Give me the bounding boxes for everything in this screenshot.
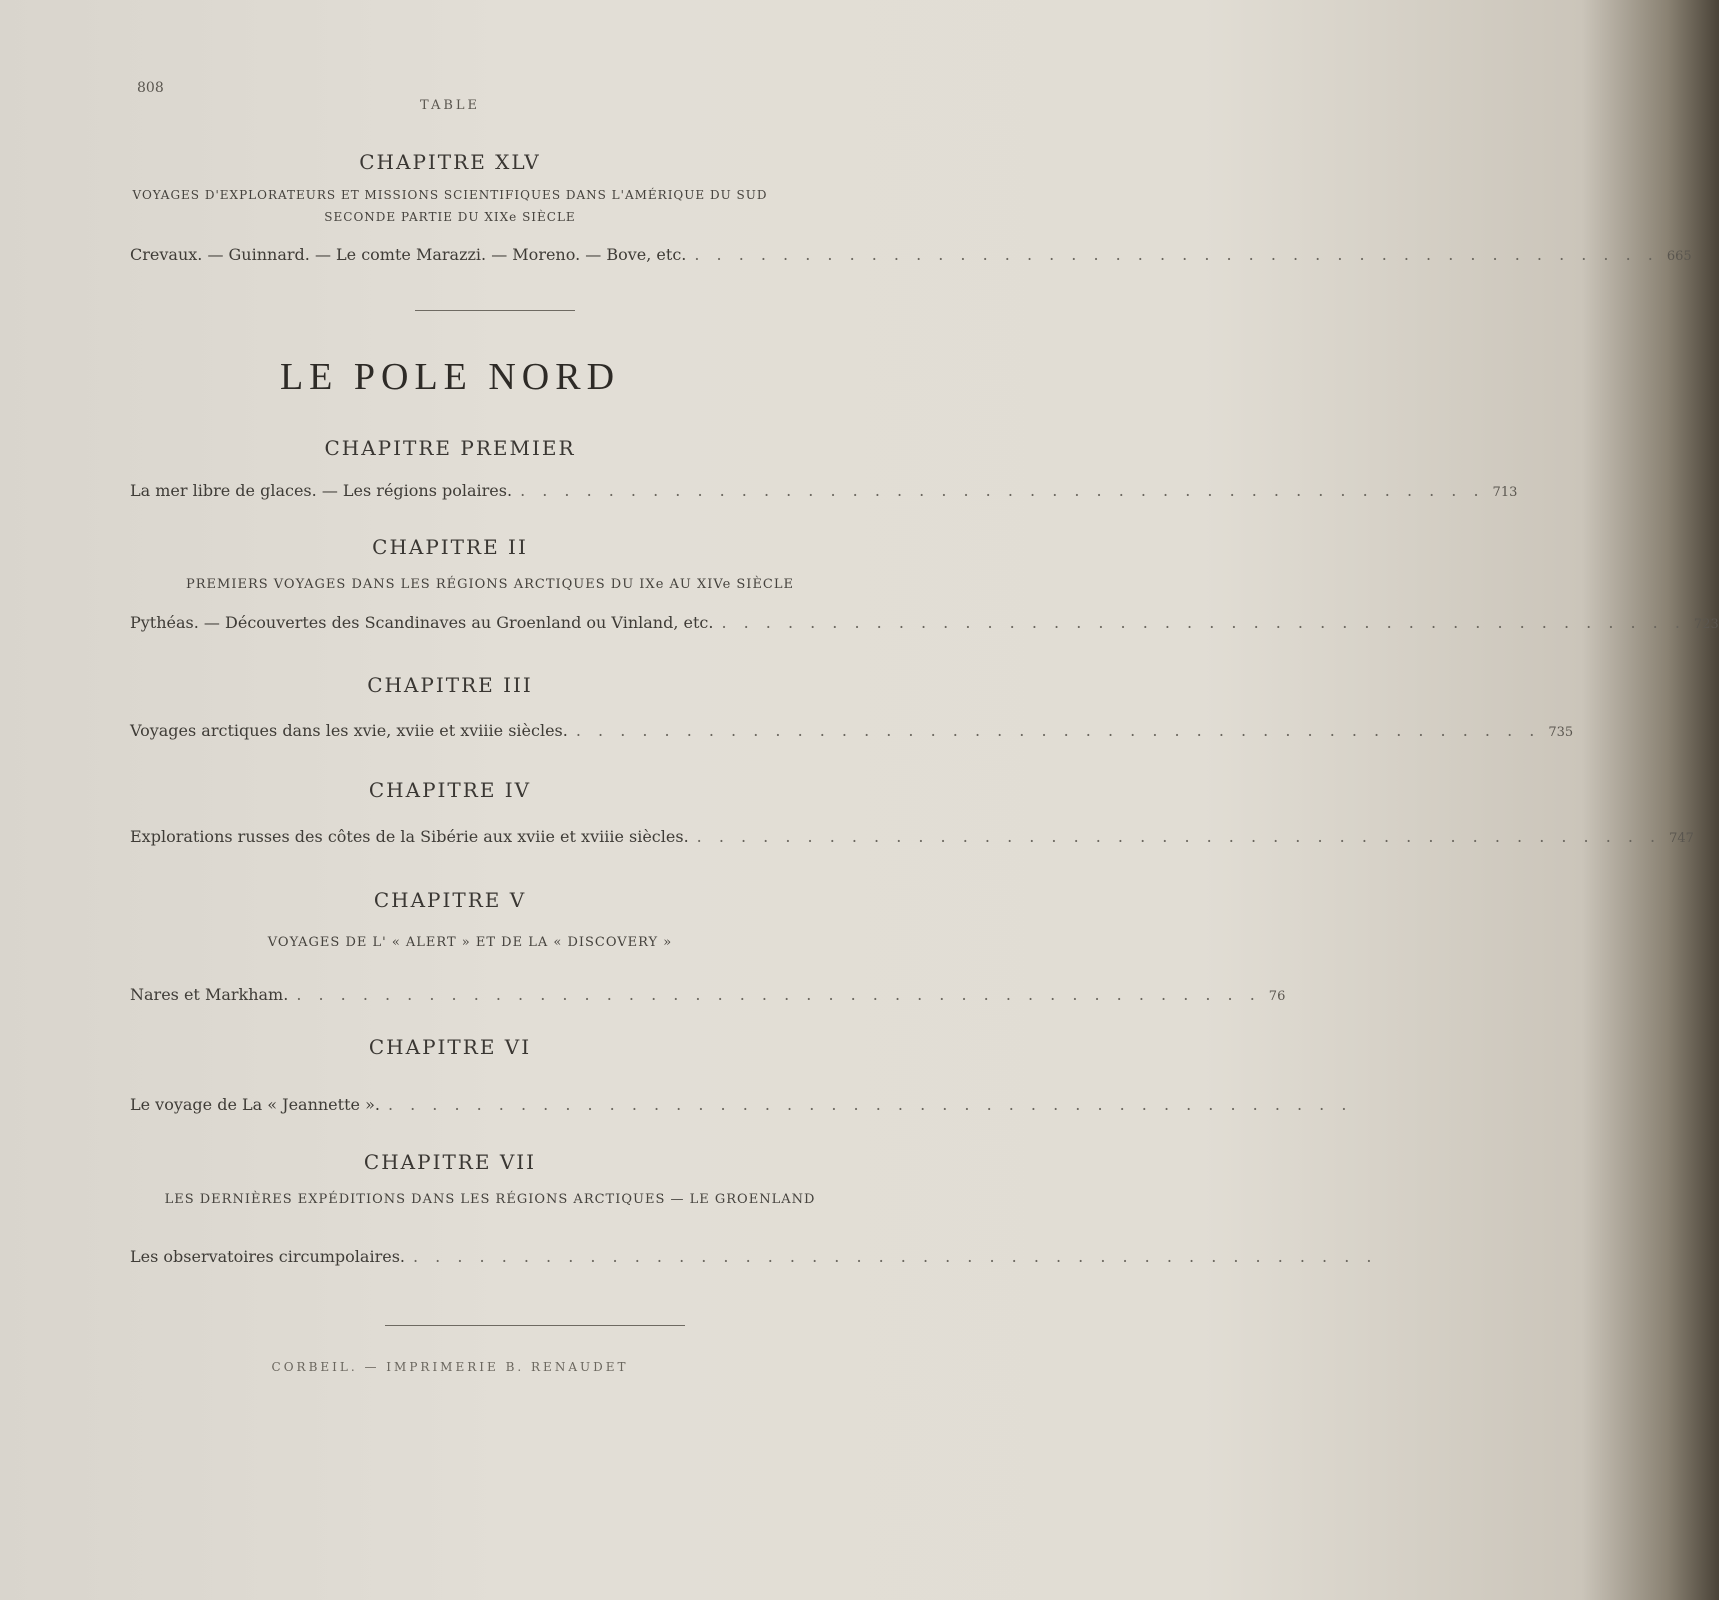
- entry-page: 713: [1492, 485, 1518, 500]
- chapter-3-heading: CHAPITRE III: [367, 673, 533, 697]
- dot-leader: . . . . . . . . . . . . . . . . . . . . . . . . . . . . . . . . . . . . . . . . . . . .: [413, 1247, 1378, 1266]
- entry-page: 76: [1268, 989, 1286, 1004]
- chapter-5-heading: CHAPITRE V: [373, 888, 527, 912]
- chapter-xlv-subtitle-line2: SECONDE PARTIE DU XIXe SIÈCLE: [324, 210, 576, 224]
- chapter-5-subtitle: VOYAGES DE L' « ALERT » ET DE LA « DISCOVERY »: [267, 935, 673, 950]
- entry-text: Crevaux. — Guinnard. — Le comte Marazzi. — Moreno. — Bove, etc.: [130, 245, 687, 264]
- entry-page: 747: [1669, 831, 1694, 846]
- chapter-6-entry: [130, 1095, 1353, 1114]
- chapter-xlv-subtitle-line1: VOYAGES D'EXPLORATEURS ET MISSIONS SCIENTIFIQUES DANS L'AMÉRIQUE DU SUD: [132, 188, 768, 202]
- chapter-1-heading: CHAPITRE PREMIER: [324, 436, 576, 460]
- chapter-7-heading: CHAPITRE VII: [363, 1150, 537, 1174]
- chapter-2-heading: CHAPITRE II: [372, 535, 528, 559]
- entry-text: Le voyage de La « Jeannette ».: [130, 1095, 380, 1114]
- chapter-4-heading: CHAPITRE IV: [368, 778, 532, 802]
- section-divider: [415, 310, 575, 311]
- entry-page: 735: [1548, 725, 1574, 740]
- footer-divider: [385, 1325, 685, 1326]
- entry-text: Explorations russes des côtes de la Sibérie aux xviie et xviiie siècles.: [130, 827, 689, 846]
- chapter-6-heading: CHAPITRE VI: [368, 1035, 532, 1059]
- dot-leader: . . . . . . . . . . . . . . . . . . . . . . . . . . . . . . . . . . . . . . . . . . . .: [296, 985, 1261, 1004]
- entry-page: 723: [1693, 617, 1719, 632]
- chapter-7-entry: [130, 1247, 1378, 1266]
- chapter-2-subtitle: PREMIERS VOYAGES DANS LES RÉGIONS ARCTIQUES DU IXe AU XIVe SIÈCLE: [185, 577, 795, 592]
- chapter-xlv-entry: [130, 245, 1692, 264]
- entry-text: Pythéas. — Découvertes des Scandinaves au Groenland ou Vinland, etc.: [130, 613, 714, 632]
- chapter-5-entry: [130, 985, 1286, 1004]
- entry-page: 665: [1666, 249, 1692, 264]
- chapter-4-entry: [130, 827, 1694, 846]
- entry-text: Voyages arctiques dans les xvie, xviie et xviiie siècles.: [130, 721, 568, 740]
- entry-text: Nares et Markham.: [130, 985, 289, 1004]
- dot-leader: . . . . . . . . . . . . . . . . . . . . . . . . . . . . . . . . . . . . . . . . . . . .: [520, 481, 1485, 500]
- chapter-2-entry: [130, 613, 1719, 632]
- chapter-7-subtitle: LES DERNIÈRES EXPÉDITIONS DANS LES RÉGIONS ARCTIQUES — LE GROENLAND: [164, 1192, 816, 1207]
- part-title: LE POLE NORD: [279, 356, 621, 398]
- page-number: 808: [137, 80, 164, 96]
- chapter-3-entry: [130, 721, 1574, 740]
- chapter-1-entry: [130, 481, 1518, 500]
- dot-leader: . . . . . . . . . . . . . . . . . . . . . . . . . . . . . . . . . . . . . . . . . . . .: [694, 245, 1659, 264]
- running-title: TABLE: [419, 98, 481, 113]
- entry-text: Les observatoires circumpolaires.: [130, 1247, 405, 1266]
- dot-leader: . . . . . . . . . . . . . . . . . . . . . . . . . . . . . . . . . . . . . . . . . . . .: [575, 721, 1541, 740]
- dot-leader: . . . . . . . . . . . . . . . . . . . . . . . . . . . . . . . . . . . . . . . . . . . .: [696, 827, 1662, 846]
- printer-imprint: CORBEIL. — IMPRIMERIE B. RENAUDET: [271, 1360, 629, 1374]
- dot-leader: . . . . . . . . . . . . . . . . . . . . . . . . . . . . . . . . . . . . . . . . . . . .: [387, 1095, 1353, 1114]
- dot-leader: . . . . . . . . . . . . . . . . . . . . . . . . . . . . . . . . . . . . . . . . . . . .: [721, 613, 1686, 632]
- entry-text: La mer libre de glaces. — Les régions polaires.: [130, 481, 513, 500]
- chapter-xlv-heading: CHAPITRE XLV: [359, 150, 541, 174]
